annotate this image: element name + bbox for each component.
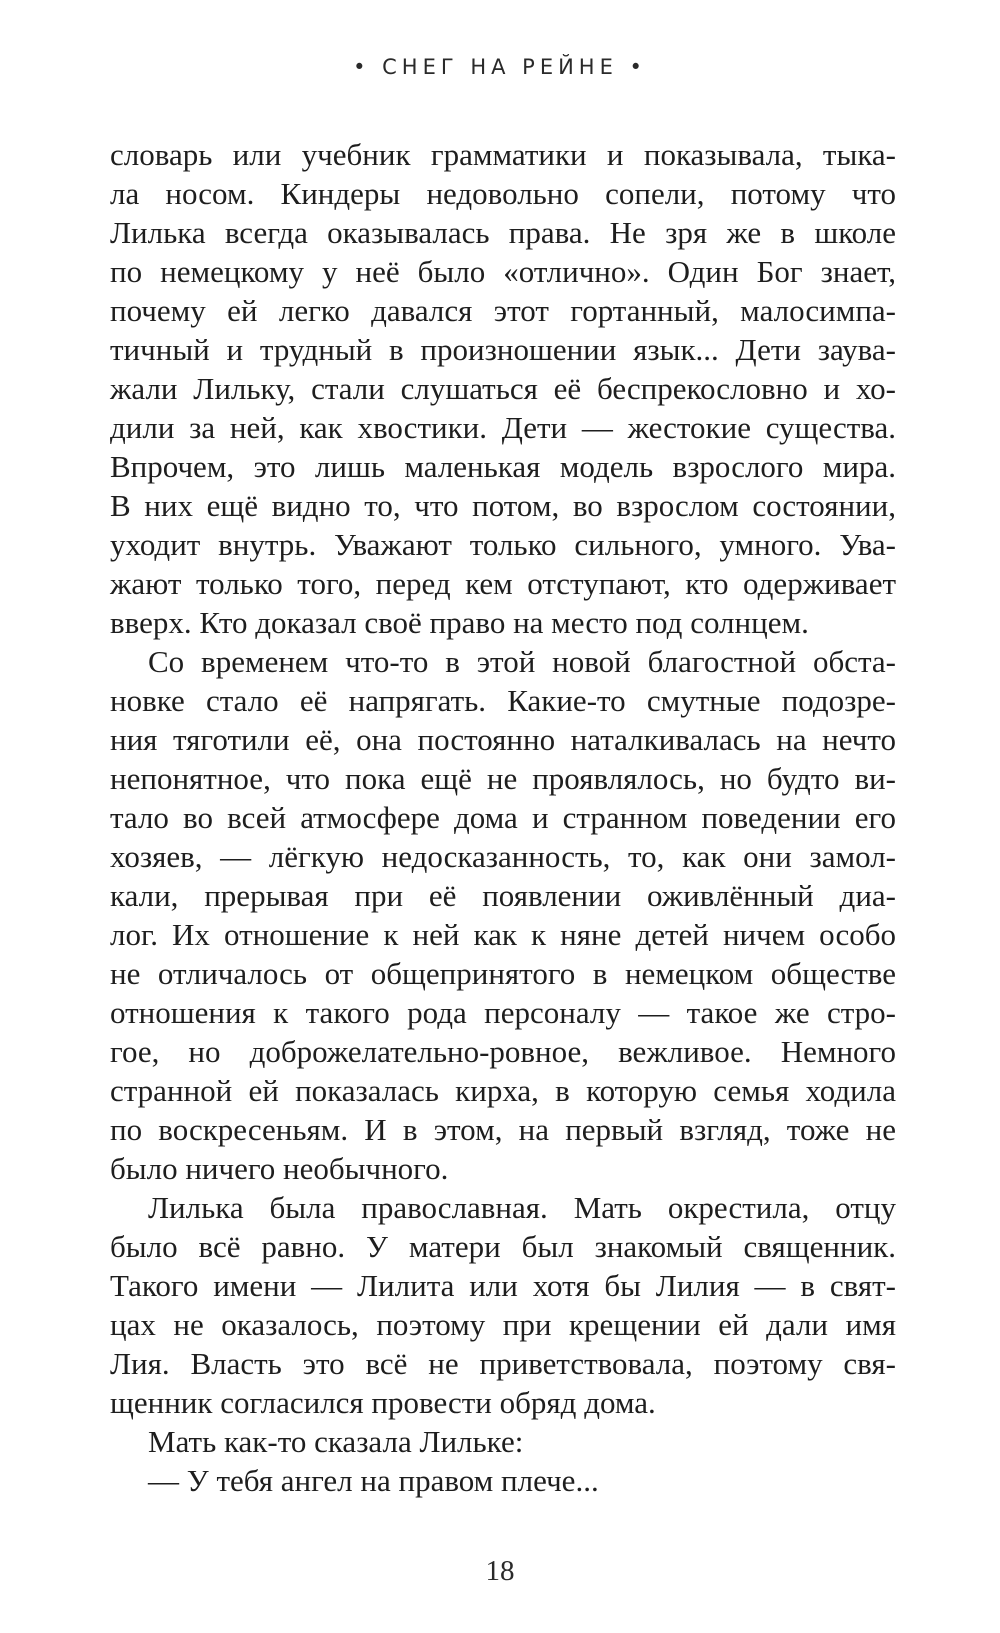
text-line: дили за ней, как хвостики. Дети — жестокие существа. bbox=[110, 410, 896, 445]
text-line: кали, прерывая при её появлении оживлённый диа- bbox=[110, 878, 896, 913]
text-line: жают только того, перед кем отступают, кто одерживает bbox=[110, 566, 896, 601]
page-text bbox=[110, 135, 896, 1500]
text-line: хозяев, — лёгкую недосказанность, то, как они замол- bbox=[110, 839, 896, 874]
text-line: словарь или учебник грамматики и показывала, тыка- bbox=[110, 137, 896, 172]
text-line: Впрочем, это лишь маленькая модель взрослого мира. bbox=[110, 449, 896, 484]
text-line: вверх. Кто доказал своё право на место под солнцем. bbox=[110, 605, 809, 640]
text-line: тало во всей атмосфере дома и странном поведении его bbox=[110, 800, 896, 835]
running-head: • СНЕГ НА РЕЙНЕ • bbox=[353, 55, 647, 79]
text-line: ния тяготили её, она постоянно наталкивалась на нечто bbox=[110, 722, 896, 757]
paragraph-start-line: Мать как-то сказала Лильке: bbox=[148, 1424, 524, 1459]
page-number: 18 bbox=[485, 1555, 515, 1587]
text-line: ла носом. Киндеры недовольно сопели, потому что bbox=[110, 176, 896, 211]
text-line: по воскресеньям. И в этом, на первый взгляд, тоже не bbox=[110, 1112, 896, 1147]
text-line: цах не оказалось, поэтому при крещении ей дали имя bbox=[110, 1307, 896, 1342]
text-line: гое, но доброжелательно-ровное, вежливое. Немного bbox=[110, 1034, 896, 1069]
dialogue-line: — У тебя ангел на правом плече... bbox=[148, 1463, 599, 1498]
paragraph-start-line: Со временем что-то в этой новой благостной обста- bbox=[148, 644, 896, 679]
text-line: тичный и трудный в произношении язык... Дети заува- bbox=[110, 332, 896, 367]
text-line: было всё равно. У матери был знакомый священник. bbox=[110, 1229, 896, 1264]
text-line: не отличалось от общепринятого в немецком обществе bbox=[110, 956, 896, 991]
text-line: уходит внутрь. Уважают только сильного, умного. Ува- bbox=[110, 527, 896, 562]
text-line: отношения к такого рода персоналу — такое же стро- bbox=[110, 995, 896, 1030]
text-line: странной ей показалась кирха, в которую семья ходила bbox=[110, 1073, 896, 1108]
text-line: Такого имени — Лилита или хотя бы Лилия — в свят- bbox=[110, 1268, 896, 1303]
text-line: почему ей легко давался этот гортанный, малосимпа- bbox=[110, 293, 896, 328]
text-line: было ничего необычного. bbox=[110, 1151, 449, 1186]
text-line: лог. Их отношение к ней как к няне детей ничем особо bbox=[110, 917, 896, 952]
text-line: Лилька всегда оказывалась права. Не зря же в школе bbox=[110, 215, 896, 250]
text-line: по немецкому у неё было «отлично». Один Бог знает, bbox=[110, 254, 896, 289]
text-line: щенник согласился провести обряд дома. bbox=[110, 1385, 656, 1420]
text-line: В них ещё видно то, что потом, во взрослом состоянии, bbox=[110, 488, 896, 523]
paragraph-start-line: Лилька была православная. Мать окрестила, отцу bbox=[148, 1190, 896, 1225]
text-line: Лия. Власть это всё не приветствовала, поэтому свя- bbox=[110, 1346, 896, 1381]
text-line: новке стало её напрягать. Какие-то смутные подозре- bbox=[110, 683, 896, 718]
text-line: непонятное, что пока ещё не проявлялось, но будто ви- bbox=[110, 761, 896, 796]
text-line: жали Лильку, стали слушаться её беспрекословно и хо- bbox=[110, 371, 896, 406]
